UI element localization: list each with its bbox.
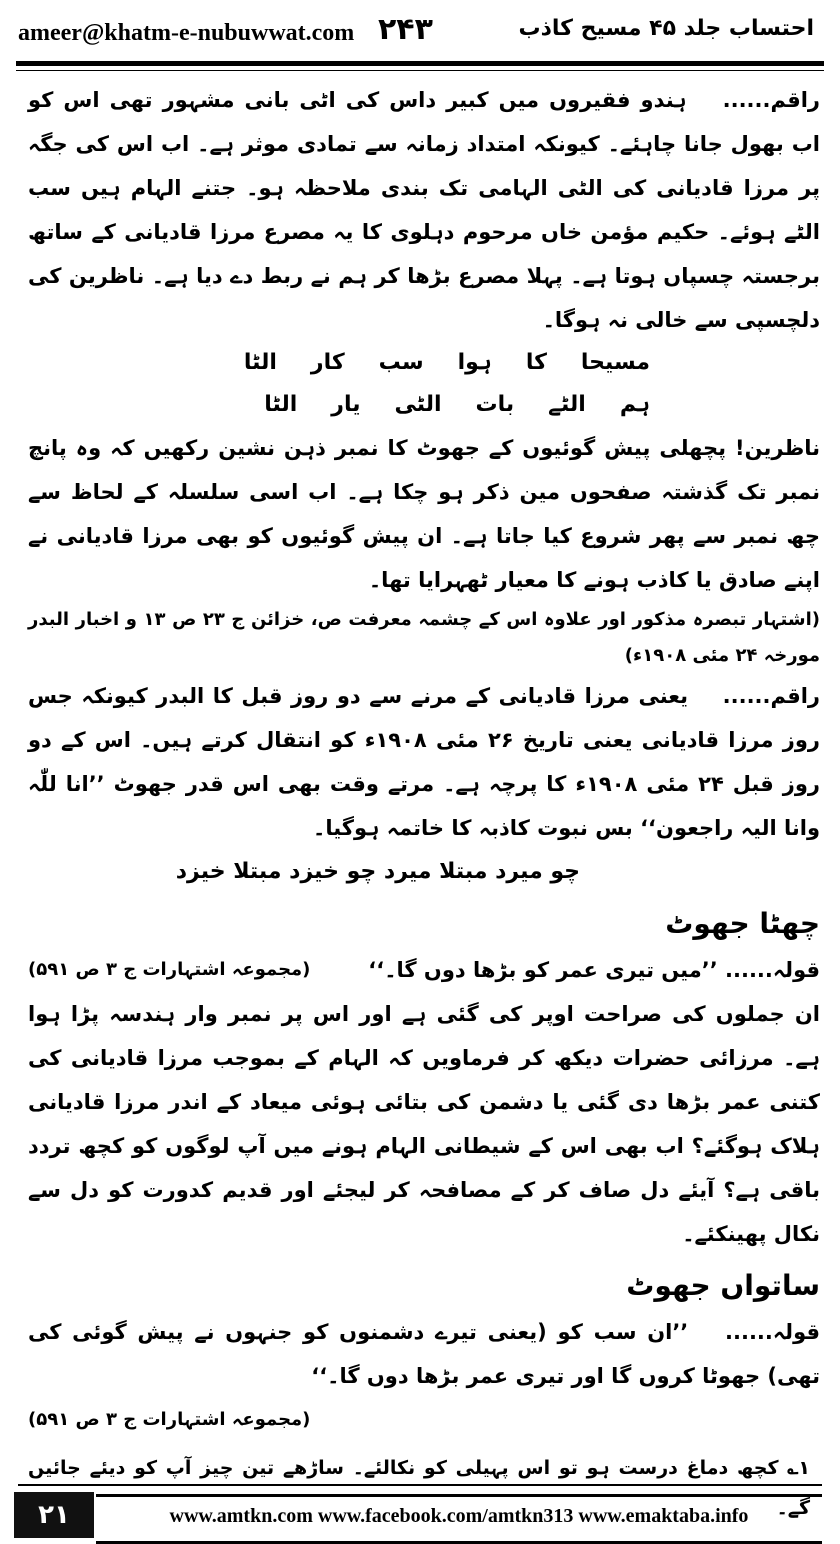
verse-word: سب	[378, 350, 424, 375]
footer-urls: www.amtkn.com www.facebook.com/amtkn313 www.emaktaba.info	[96, 1494, 822, 1544]
verse-word: مسیحا	[580, 350, 650, 375]
paragraph-commentary: ان جملوں کی صراحت اوپر کی گئی ہے اور اس پر نمبر وار ہندسہ پڑا ہوا ہے۔ مرزائی حضرات دیکھ کر فرماویں کہ الہام کے بموجب مرزا قادیانی کی کتنی عمر بڑھا دی گئی یا دشمن کی بتائی ہوئی میعاد کے اندر مرزا قادیانی ہلاک ہوگئے؟ اب بھی اس کے شیطانی الہام ہونے میں آپ لوگوں کو کچھ تردد باقی ہے؟ آیئے دل صاف کر کے مصافحہ کر لیجئے اور قدیم کدورت کو دل سے نکال پھینکئے۔	[28, 1002, 820, 1246]
paragraph-label: راقم......	[722, 88, 820, 112]
header-book-title: احتساب جلد ۴۵ مسیح کاذب	[518, 16, 814, 41]
quote-source: (مجموعہ اشتہارات ج ۳ ص ۵۹۱)	[28, 959, 311, 980]
quote-label: قولہ......	[725, 1320, 820, 1344]
footer-divider	[18, 1484, 822, 1486]
quote-source-row-2	[28, 1398, 820, 1442]
verse-word: یار	[331, 392, 361, 417]
quote-label: قولہ......	[725, 958, 820, 982]
verse-word: الٹے	[548, 392, 586, 417]
reference-citation: (اشتہار تبصرہ مذکور اور علاوہ اس کے چشمہ معرفت ص، خزائن ج ۲۳ ص ۱۳ و اخبار البدر مورخہ ۲۴ مئی ۱۹۰۸ء)	[28, 609, 820, 666]
verse-word: کا	[525, 350, 547, 375]
paragraph-nazireen: ناظرین! پچھلی پیش گوئیوں کے جھوٹ کا نمبر ذہن نشین رکھیں کہ وہ پانچ نمبر تک گذشتہ صفحوں مین ذکر ہو چکا ہے۔ اب اسی سلسلہ کے لحاظ سے چھ نمبر سے پھر شروع کیا جاتا ہے۔ ان پیش گوئیوں کو بھی مرزا قادیانی نے اپنے صادق یا کاذب ہونے کا معیار ٹھہرایا تھا۔	[28, 436, 820, 592]
header-email: ameer@khatm-e-nubuwwat.com	[18, 20, 355, 46]
section-heading-seventh-lie: ساتواں جھوٹ	[626, 1269, 820, 1302]
paragraph-raqim-2	[28, 674, 820, 850]
footer-page-number: ۲۱	[14, 1492, 94, 1538]
persian-couplet: چو میرد مبتلا میرد چو خیزد مبتلا خیزد	[175, 859, 580, 884]
page-header	[0, 0, 840, 64]
footnote: ۱؎ کچھ دماغ درست ہو تو اس پہیلی کو نکالئے۔ ساڑھے تین چیز آپ کو دیئے جائیں گے۔	[28, 1457, 810, 1519]
quote-text: ’’میں تیری عمر کو بڑھا دوں گا۔‘‘	[368, 958, 718, 982]
verse-word: کار	[310, 350, 345, 375]
header-page-number: ۲۴۳	[378, 12, 433, 47]
quote	[368, 948, 820, 992]
verse-word: الٹا	[243, 350, 277, 375]
paragraph-label: راقم......	[722, 684, 821, 708]
paragraph-text: یعنی مرزا قادیانی کے مرنے سے دو روز قبل کا البدر کیونکہ جس روز مرزا قادیانی یعنی تاریخ ۲۶ مئی ۱۹۰۸ء کو انتقال کرتے ہیں۔ اس کے دو روز قبل ۲۴ مئی ۱۹۰۸ء کا پرچہ ہے۔ مرتے وقت بھی اس قدر جھوٹ ’’انا للّٰہ وانا الیہ راجعون‘‘ بس نبوت کاذبہ کا خاتمہ ہوگیا۔	[28, 684, 820, 840]
section-heading-sixth-lie: چھٹا جھوٹ	[665, 907, 820, 940]
quote-text: ’’ان سب کو (یعنی تیرے دشمنوں کو جنہوں نے پیش گوئی کی تھی) جھوٹا کروں گا اور تیری عمر بڑھا دوں گا۔‘‘	[28, 1320, 820, 1388]
quote-block-2	[28, 1310, 820, 1398]
quote-source: (مجموعہ اشتہارات ج ۳ ص ۵۹۱)	[28, 1409, 311, 1430]
verse-word: بات	[475, 392, 515, 417]
verse-word: ہم	[619, 392, 650, 417]
header-divider-thin	[16, 70, 824, 71]
quote-row-1	[28, 948, 820, 992]
paragraph-raqim-1	[28, 78, 820, 342]
header-divider	[16, 61, 824, 66]
verse-word: الٹا	[264, 392, 298, 417]
verse-line-2	[28, 384, 820, 426]
verse-word: الٹی	[394, 392, 442, 417]
verse-line-1	[28, 342, 820, 384]
page-body	[28, 78, 820, 1528]
verse-word: ہوا	[457, 350, 492, 375]
paragraph-text: ہندو فقیروں میں کبیر داس کی اٹی بانی مشہور تھی اس کو اب بھول جانا چاہئے۔ کیونکہ امتداد زمانہ سے تمادی موثر ہے۔ اب اس کی جگہ پر مرزا قادیانی کی الٹی الہامی تک بندی ملاحظہ ہو۔ جتنے الہام ہیں سب الٹے ہوئے۔ حکیم مؤمن خاں مرحوم دہلوی کا یہ مصرع مرزا قادیانی کے ساتھ برجستہ چسپاں ہوتا ہے۔ پہلا مصرع بڑھا کر ہم نے ربط دے دیا ہے۔ ناظرین کی دلچسپی سے خالی نہ ہوگا۔	[28, 88, 820, 332]
